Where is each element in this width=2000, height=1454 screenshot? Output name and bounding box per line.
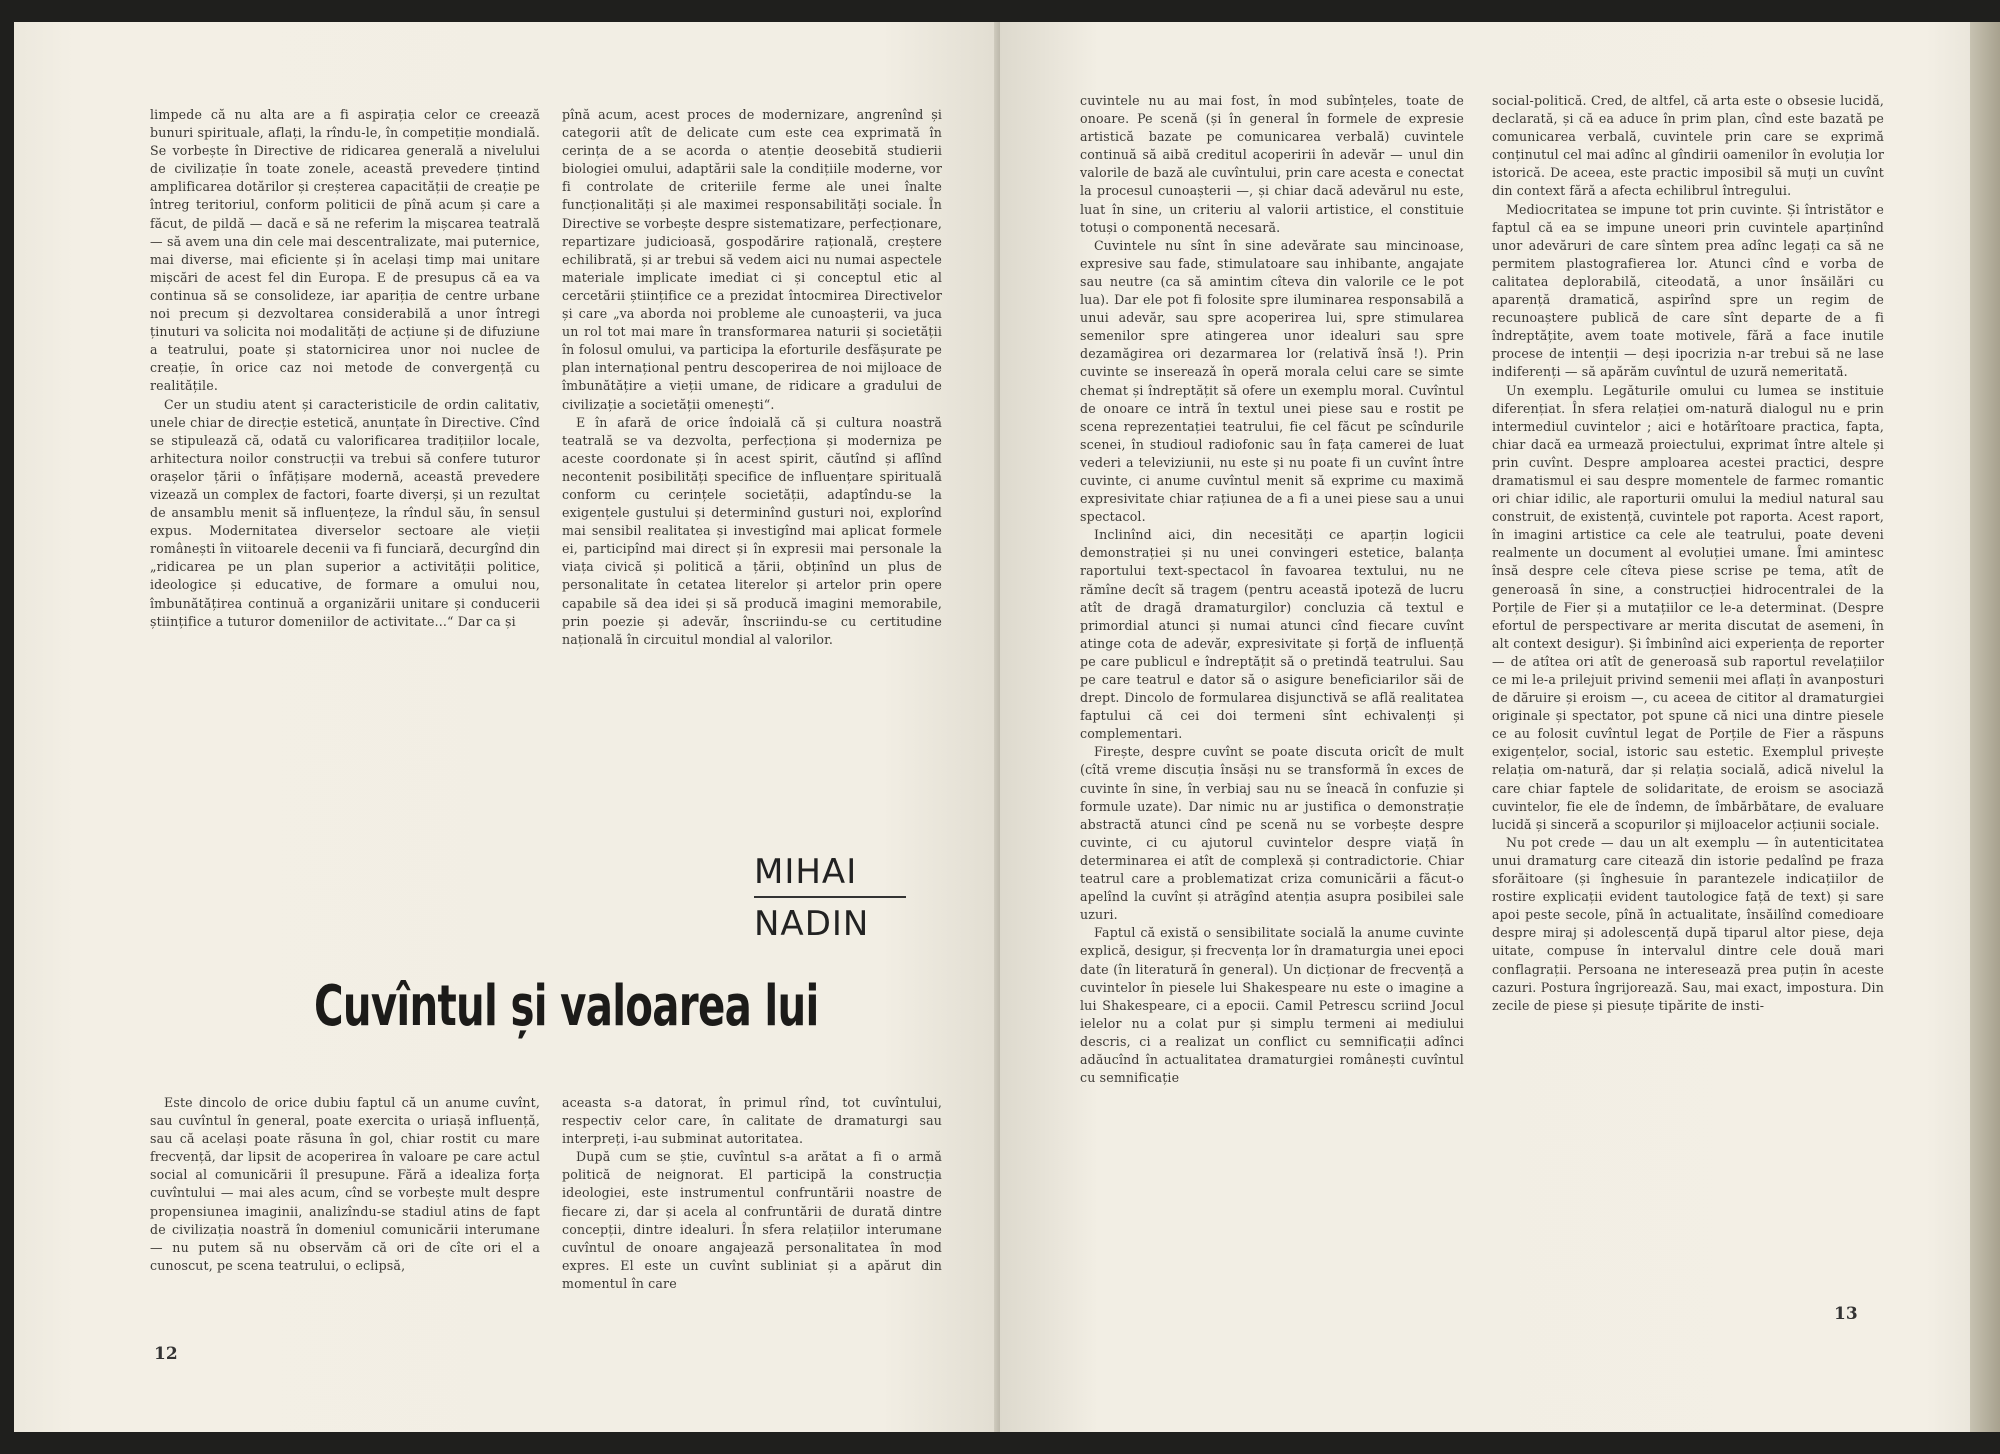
left-column-3 bbox=[150, 1094, 540, 1275]
author-name bbox=[754, 852, 904, 944]
book-binding-edge bbox=[1970, 22, 2000, 1432]
paragraph: aceasta s-a datorat, în primul rînd, tot cuvîntului, respectiv celor care, în calitate de dramaturgi sau interpreți, i-au subminat autoritatea. bbox=[562, 1095, 942, 1147]
paragraph: limpede că nu alta are a fi aspirația celor ce creează bunuri spirituale, aflați, la rîndu-le, în competiție mondială. Se vorbește în Directive de ridicarea generală a nivelului de civilizație în toate zonele, această prevedere țintind amplificarea dotărilor și creșterea capacității de creație pe întreg teritoriul, conform politicii de pînă acum și care a făcut, de pildă — dacă e să ne referim la mișcarea teatrală — să avem una din cele mai descentralizate, mai puternice, mai diverse, mai eficiente și în același timp mai unitare mișcări de acest fel din Europa. E de presupus că ea va continua să se consolideze, iar apariția de centre urbane noi precum și dezvoltarea considerabilă a unor întregi ținuturi va solicita noi modalități de acțiune și de difuziune a teatrului, poate și statornicirea unor noi nuclee de creație, în orice caz noi metode de convergență cu realitățile. bbox=[150, 107, 540, 394]
paragraph: Nu pot crede — dau un alt exemplu — în autenticitatea unui dramaturg care citează din istorie pedalînd pe fraza sforăitoare (și înghesuie în parantezele indicațiilor de rostire explicații evident tautologice față de text) și sare apoi peste secole, pînă în actualitate, însăilînd comedioare despre miraj și adolescență după tiparul altor piese, deja uitate, compuse în intervalul dintre cele două mari conflagrații. Persoana ne interesează prea puțin în aceste cazuri. Postura îngrijorează. Sau, mai exact, impostura. Din zecile de piese și piesuțe tipărite de insti- bbox=[1492, 834, 1884, 1013]
paragraph: cuvintele nu au mai fost, în mod subînțeles, toate de onoare. Pe scenă (și în general în formele de expresie artistică bazate pe comunicarea verbală) cuvintele continuă să aibă creditul acoperirii în adevăr — unul din valorile de bază ale cuvîntului, prin care acesta e conectat la procesul cunoașterii —, și chiar dacă adevărul nu este, luat în sine, un criteriu al valorii artistice, el constituie totuși o componentă necesară. bbox=[1080, 93, 1464, 235]
left-column-4 bbox=[562, 1094, 942, 1293]
author-divider bbox=[754, 896, 906, 898]
page-number: 12 bbox=[154, 1344, 178, 1364]
left-column-1 bbox=[150, 106, 540, 631]
author-last-name: NADIN bbox=[754, 904, 870, 944]
paragraph: Un exemplu. Legăturile omului cu lumea se instituie diferențiat. În sfera relației om-natură dialogul nu e prin intermediul cuvintelor ; aici e hotărîtoare practica, fapta, chiar dacă ea urmează proiectului, exprimat între altele și prin cuvînt. Despre amploarea acestei practici, despre dramatismul ei sau despre momentele de farmec romantic ori chiar idilic, ale raporturii omului la mediul natural sau construit, de existență, cuvintele pot raporta. Acest raport, în imagini artistice ca cele ale teatrului, poate deveni realmente un document al evoluției umane. Îmi amintesc însă despre cele cîteva piese scrise pe tema, atît de generoasă în sine, a construcției hidrocentralei de la Porțile de Fier și a mutațiilor ce le-a determinat. (Despre efortul de perspectivare ar merita discutat de asemeni, în alt context desigur). Și îmbinînd aici experiența de reporter — de atîtea ori atît de generoasă sub raportul revelațiilor ce mi le-a prilejuit privind semenii mei aflați în avanposturi de dăruire și eroism —, cu aceea de cititor al dramaturgiei originale și spectator, pot spune că nici una dintre piesele ce au folosit cuvîntul legat de Porțile de Fier a răspuns exigențelor, social, istoric sau estetic. Exemplul privește relația om-natură, dar și relația socială, adică nivelul la care chiar faptele de solidaritate, de eroism se asociază cuvintelor, fie ele de îndemn, de îmbărbătare, de evaluare lucidă și sinceră a scopurilor și mijloacelor acțiunii sociale. bbox=[1492, 382, 1884, 832]
paragraph: Cuvintele nu sînt în sine adevărate sau mincinoase, expresive sau fade, stimulatoare sau inhibante, angajate sau neutre (ca să amintim cîteva din valorile ce le pot lua). Dar ele pot fi folosite spre iluminarea responsabilă a unui adevăr, sau spre acoperirea lui, spre stimularea semenilor spre atingerea unor idealuri sau spre dezamăgirea ori dezarmarea lor (relativă însă !). Prin cuvinte se insereazǎ în operă morala celui care se simte chemat și îndreptățit să ofere un exemplu moral. Cuvîntul de onoare ce intră în textul unei piese sau e rostit pe scena reprezentației teatrului, fie cel făcut pe scîndurile scenei, în studioul radiofonic sau în fața camerei de luat vederi a televiziunii, nu este și nu poate fi un cuvînt între cuvinte, ci anume cuvîntul menit să exprime cu maximă expresivitate chiar rațiunea de a fi a unei piese sau a unui spectacol. bbox=[1080, 237, 1464, 525]
paragraph: Inclinînd aici, din necesități ce aparțin logicii demonstrației și nu unei convingeri estetice, balanța raportului text-spectacol în favoarea textului, nu ne rămîne decît să tragem (pentru această ipoteză de lucru atît de dragă dramaturgilor) concluzia că textul e primordial atunci și numai atunci cînd fiecare cuvînt atinge cota de adevăr, expresivitate și forță de influență pe care publicul e îndreptățit să o pretindă teatrului. Sau pe care teatrul e dator să o asigure beneficiarilor săi de drept. Dincolo de formularea disjunctivă se află realitatea faptului că cei doi termeni sînt echivalenți și complementari. bbox=[1080, 527, 1464, 742]
left-page bbox=[14, 22, 1000, 1432]
paragraph: E în afară de orice îndoială că și cultura noastră teatrală se va dezvolta, perfecționa și moderniza pe aceste coordonate și în acest spirit, căutînd și aflînd necontenit posibilități specifice de influențare spirituală conform cu cerințele societății, adaptîndu-se la exigențele gustului și determinînd gusturi noi, explorînd mai sensibil realitatea și investigînd mai aplicat formele ei, participînd mai direct și în expresii mai personale la viața civică și politică a țării, obținînd un plus de personalitate în cetatea literelor și artelor prin opere capabile să dea idei și să producă imagini memorabile, prin poezie și adevăr, înscriindu-se cu certitudine națională în circuitul mondial al valorilor. bbox=[562, 414, 942, 647]
magazine-spread bbox=[14, 22, 1986, 1432]
paragraph: Mediocritatea se impune tot prin cuvinte. Și întristător e faptul că ea se impune uneori prin cuvintele aparținînd unor adevăruri de care sîntem prea adînc legați ca să ne permitem plastografierea lor. Atunci cînd e vorba de calitatea deplorabilă, citeodată, a unor însăilări cu aparență dramatică, aspirînd spre un regim de recunoaștere publică de care sînt departe de a fi îndreptățite, avem toate motivele, fără a face inutile procese de intenții — deși ipocrizia n-ar trebui să ne lase indiferenți — să apărăm cuvîntul de uzură nemeritată. bbox=[1492, 201, 1884, 380]
author-first-name: MIHAI bbox=[754, 852, 858, 892]
paragraph: După cum se știe, cuvîntul s-a arătat a fi o armă politică de neignorat. El participă la construcția ideologiei, este instrumentul confruntării noastre de fiecare zi, dar și acela al confruntării de durată dintre concepții, dintre idealuri. În sfera relațiilor interumane cuvîntul de onoare angajează personalitatea în mod expres. El este un cuvînt subliniat și a apărut din momentul în care bbox=[562, 1149, 942, 1291]
right-column-1 bbox=[1080, 92, 1464, 1087]
paragraph: social-politică. Cred, de altfel, că arta este o obsesie lucidă, declarată, și că ea aduce în prim plan, cînd este bazată pe comunicarea verbală, cuvintele prin care se exprimă conținutul cel mai adînc al gîndirii oamenilor în evoluția lor istorică. De aceea, este practic imposibil să muți un cuvînt din context fără a afecta echilibrul întregului. bbox=[1492, 93, 1884, 199]
paragraph: Firește, despre cuvînt se poate discuta oricît de mult (cîtă vreme discuția însăși nu se transformă în exces de cuvinte în sine, în verbiaj sau nu se îneacă în confuzie și formule uzate). Dar nimic nu ar justifica o demonstrație abstractă atunci cînd pe scenă nu se vorbește despre cuvinte, ci cu ajutorul cuvintelor despre viață în determinarea ei atît de complexă și contradictorie. Chiar teatrul care a problematizat criza comunicării a făcut-o apelînd la cuvînt și atrăgînd atenția asupra posibilei sale uzuri. bbox=[1080, 744, 1464, 923]
right-column-2 bbox=[1492, 92, 1884, 1015]
left-column-2 bbox=[562, 106, 942, 649]
page-number: 13 bbox=[1834, 1304, 1858, 1324]
paragraph: pînă acum, acest proces de modernizare, angrenînd și categorii atît de delicate cum este cea exprimată în cerința de a se acorda o atenție deosebită studierii biologiei omului, adaptării sale la condițiile moderne, vor fi controlate de criteriile ferme ale unei înalte funcționalități și ale maximei responsabilități sociale. În Directive se vorbește despre sistematizare, perfecționare, repartizare judicioasă, gospodărire rațională, creștere echilibrată, și ar trebui să vedem aici nu numai aspectele materiale implicate imediat ci și conceptul etic al cercetării științifice ce a prezidat întocmirea Directivelor și care „va aborda noi probleme ale cunoașterii, va juca un rol tot mai mare în transformarea naturii și societății în folosul omului, va participa la eforturile desfășurate pe plan internațional pentru descoperirea de noi mijloace de îmbunătățire a vieții umane, de ridicare a gradului de civilizație a societății omenești“. bbox=[562, 107, 942, 412]
right-page bbox=[1000, 22, 1986, 1432]
paragraph: Cer un studiu atent și caracteristicile de ordin calitativ, unele chiar de direcție estetică, anunțate în Directive. Cînd se stipulează că, odată cu valorificarea tradițiilor locale, arhitectura noilor construcții va trebui să confere tuturor orașelor țării o înfățișare modernă, această prevedere vizează un complex de factori, foarte diverși, și un rezultat de ansamblu menit să influențeze, la rîndul său, în sensul expus. Modernitatea diverselor sectoare ale vieții românești în viitoarele decenii va fi funciară, decurgînd din „ridicarea pe un plan superior a activității politice, ideologice și educative, de formare a omului nou, îmbunătățirea continuă a organizării unitare și conducerii științifice a tuturor domeniilor de activitate...“ Dar ca și bbox=[150, 396, 540, 629]
paragraph: Faptul că există o sensibilitate socială la anume cuvinte explică, desigur, și frecvența lor în dramaturgia unei epoci date (în literatură în general). Un dicționar de frecvență a cuvintelor în piesele lui Shakespeare nu este o imagine a lui Shakespeare, ci a epocii. Camil Petrescu scriind Jocul ielelor nu a colat pur și simplu termeni ai mediului descris, ci a realizat un conflict cu semnificații adînci adăucînd în actualitatea dramaturgiei românești cuvîntul cu semnificație bbox=[1080, 925, 1464, 1086]
paragraph: Este dincolo de orice dubiu faptul că un anume cuvînt, sau cuvîntul în general, poate exercita o uriașă influență, sau că același poate răsuna în gol, chiar rostit cu mare frecvență, dar lipsit de acoperirea în valoare pe care actul social al comunicării îl presupune. Fără a idealiza forța cuvîntului — mai ales acum, cînd se vorbește mult despre propensiunea imaginii, analizîndu-se stadiul atins de fapt de civilizația noastră în domeniul comunicării interumane — nu putem să nu observăm că ori de cîte ori el a cunoscut, pe scena teatrului, o eclipsă, bbox=[150, 1095, 540, 1273]
article-title: Cuvîntul și valoarea lui bbox=[314, 974, 819, 1039]
